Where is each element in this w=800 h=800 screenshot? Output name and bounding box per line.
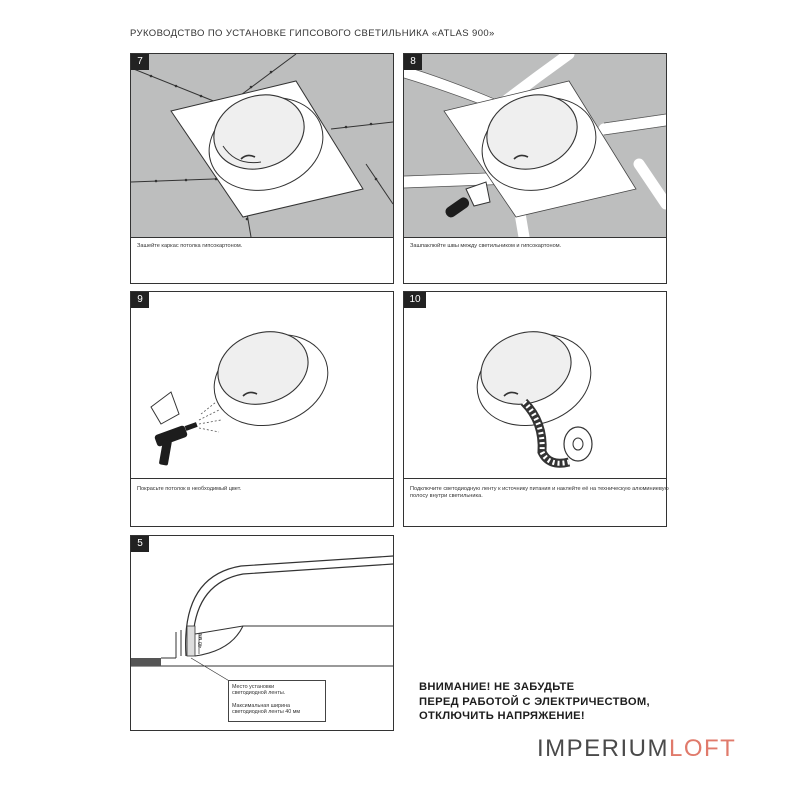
step-10-illustration xyxy=(404,292,666,478)
step-number: 5 xyxy=(131,536,149,552)
step-10-panel xyxy=(403,291,667,527)
dimension-label: 40 мм xyxy=(198,632,204,648)
spray-gun-icon xyxy=(151,392,198,466)
step-number: 8 xyxy=(404,54,422,70)
page-title: РУКОВОДСТВО ПО УСТАНОВКЕ ГИПСОВОГО СВЕТИЛЬНИКА «ATLAS 900» xyxy=(130,28,495,39)
warning-line: ВНИМАНИЕ! НЕ ЗАБУДЬТЕ xyxy=(419,681,575,693)
step-caption: Покрасьте потолок в необходимый цвет. xyxy=(137,486,242,492)
step-8-illustration xyxy=(404,54,666,237)
warning-text xyxy=(419,680,650,724)
step-number: 9 xyxy=(131,292,149,308)
warning-line: ПЕРЕД РАБОТОЙ С ЭЛЕКТРИЧЕСТВОМ, xyxy=(419,695,650,708)
step-9-illustration xyxy=(131,292,393,478)
step-7-illustration xyxy=(131,54,393,237)
warning-line: ОТКЛЮЧИТЬ НАПРЯЖЕНИЕ! xyxy=(419,710,585,722)
note-line: светодиодной ленты. xyxy=(232,690,286,697)
step-caption: Зашейте каркас потолка гипсокартоном. xyxy=(137,243,243,249)
diagram-notes xyxy=(228,680,326,722)
brand-part-1: IMPERIUM xyxy=(537,735,669,762)
step-caption: Подключите светодиодную ленту к источнику питания и наклейте её на техническую алюминиевую полосу внутри светильника. xyxy=(410,486,669,500)
step-caption: Зашпаклюйте швы между светильником и гипсокартоном. xyxy=(410,243,562,249)
note-line: Максимальная ширина xyxy=(232,702,291,709)
step-number: 10 xyxy=(404,292,426,308)
step-number: 7 xyxy=(131,54,149,70)
brand-part-2: LOFT xyxy=(669,735,737,762)
step-9-panel xyxy=(130,291,394,527)
step-7-panel xyxy=(130,53,394,284)
brand-logo xyxy=(537,735,736,763)
note-line: Место установки xyxy=(232,684,275,690)
step-8-panel xyxy=(403,53,667,284)
note-line: светодиодной ленты 40 мм xyxy=(232,709,301,716)
